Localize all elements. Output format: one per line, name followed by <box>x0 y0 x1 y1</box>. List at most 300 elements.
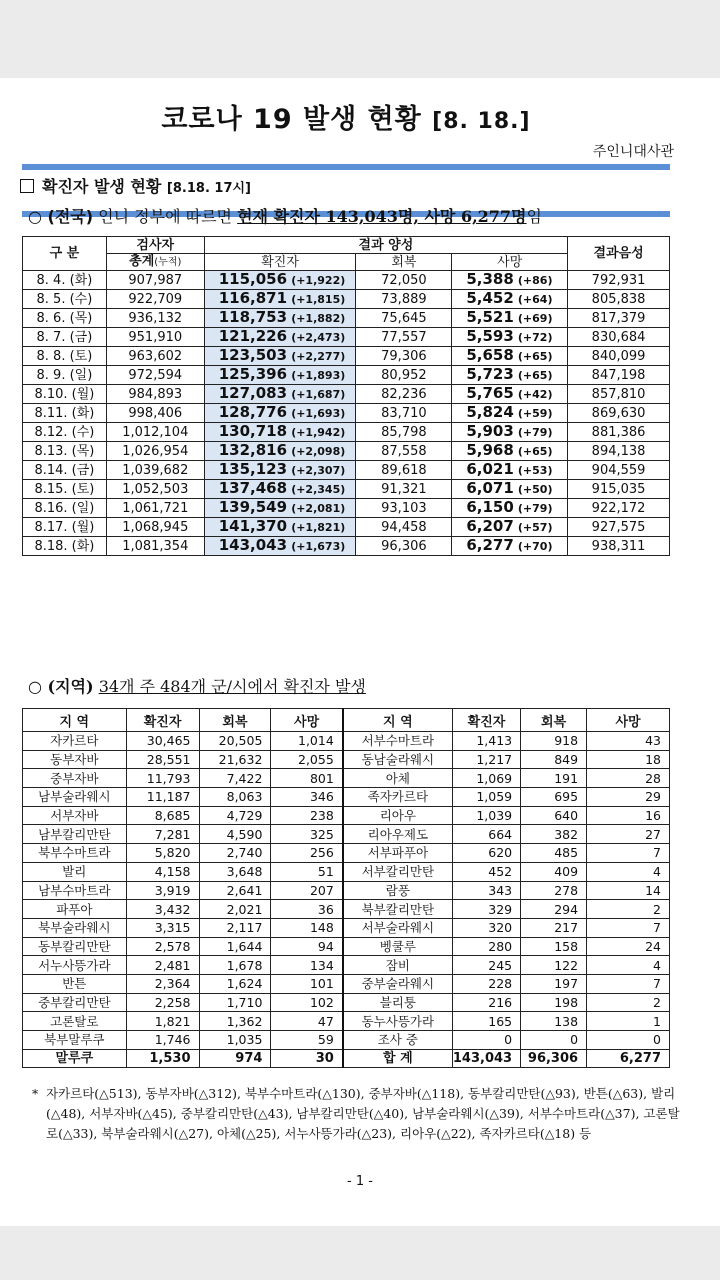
confirmed-value: 121,226 <box>218 327 288 345</box>
region-value: 7 <box>587 844 670 863</box>
region-name: 동누사뜽가라 <box>343 1012 453 1031</box>
row-recovered: 82,236 <box>356 385 452 404</box>
region-name: 벵쿨루 <box>343 937 453 956</box>
confirmed-value: 141,370 <box>218 517 288 535</box>
table-row <box>23 1049 670 1068</box>
region-value: 43 <box>587 732 670 751</box>
death-value: 6,150 <box>466 498 514 516</box>
header-result: 결과 양성 <box>204 237 567 254</box>
death-value: 5,723 <box>466 365 514 383</box>
row-tested: 972,594 <box>106 366 204 385</box>
confirmed-increase: (+1,922) <box>291 274 346 287</box>
row-negative: 894,138 <box>568 442 670 461</box>
table-row <box>23 309 670 328</box>
row-confirmed <box>204 461 356 480</box>
death-increase: (+65) <box>517 369 553 382</box>
header-category: 구 분 <box>23 237 107 271</box>
region-value: 801 <box>271 769 343 788</box>
row-tested: 1,061,721 <box>106 499 204 518</box>
table-row <box>23 290 670 309</box>
row-negative: 938,311 <box>568 537 670 556</box>
header-tested-total: 총계 <box>129 254 155 269</box>
row-negative: 840,099 <box>568 347 670 366</box>
region-value: 36 <box>271 900 343 919</box>
region-value: 2,117 <box>199 918 271 937</box>
region-value: 3,315 <box>126 918 199 937</box>
row-death <box>452 290 568 309</box>
region-value: 11,187 <box>126 788 199 807</box>
region-value: 16 <box>587 806 670 825</box>
region-value: 1,644 <box>199 937 271 956</box>
region-value: 1,413 <box>452 732 520 751</box>
death-increase: (+57) <box>517 521 553 534</box>
table-row <box>23 918 670 937</box>
region-value: 2,578 <box>126 937 199 956</box>
death-increase: (+64) <box>517 293 553 306</box>
region-value: 47 <box>271 1012 343 1031</box>
death-increase: (+50) <box>517 483 553 496</box>
row-confirmed <box>204 442 356 461</box>
region-value: 2,021 <box>199 900 271 919</box>
region-name: 아체 <box>343 769 453 788</box>
table-row <box>23 732 670 751</box>
table-row <box>23 881 670 900</box>
region-name: 북부술라웨시 <box>23 918 127 937</box>
confirmed-increase: (+2,473) <box>291 331 346 344</box>
row-recovered: 93,103 <box>356 499 452 518</box>
region-value: 2 <box>587 900 670 919</box>
region-value: 6,277 <box>587 1049 670 1068</box>
row-date: 8.16. (일) <box>23 499 107 518</box>
table-row <box>23 328 670 347</box>
header-tested-cumulative: (누적) <box>154 257 182 268</box>
region-value: 918 <box>521 732 587 751</box>
table-row <box>23 844 670 863</box>
death-value: 5,452 <box>466 289 514 307</box>
region-value: 134 <box>271 956 343 975</box>
row-confirmed <box>204 499 356 518</box>
region-value: 158 <box>521 937 587 956</box>
region-value: 238 <box>271 806 343 825</box>
table-row <box>23 461 670 480</box>
region-name: 중부자바 <box>23 769 127 788</box>
checkbox-square-icon <box>20 179 34 193</box>
row-recovered: 87,558 <box>356 442 452 461</box>
row-recovered: 80,952 <box>356 366 452 385</box>
confirmed-value: 118,753 <box>218 308 288 326</box>
table-row <box>23 769 670 788</box>
region-value: 1,035 <box>199 1031 271 1050</box>
region-value: 1 <box>587 1012 670 1031</box>
region-value: 1,069 <box>452 769 520 788</box>
header-negative: 결과음성 <box>568 237 670 271</box>
confirmed-increase: (+1,942) <box>291 426 346 439</box>
region-name: 중부칼리만탄 <box>23 993 127 1012</box>
region-header-4: 지 역 <box>343 709 453 732</box>
title-date: [8. 18.] <box>432 109 531 134</box>
region-value: 143,043 <box>452 1049 520 1068</box>
region-name: 남부술라웨시 <box>23 788 127 807</box>
table-row <box>23 974 670 993</box>
row-recovered: 79,306 <box>356 347 452 366</box>
region-value: 1,710 <box>199 993 271 1012</box>
region-name: 동부칼리만탄 <box>23 937 127 956</box>
header-confirmed: 확진자 <box>204 254 356 271</box>
table-row <box>23 271 670 290</box>
embassy-label: 주인니대사관 <box>592 144 674 160</box>
row-death <box>452 537 568 556</box>
region-value: 51 <box>271 862 343 881</box>
row-recovered: 89,618 <box>356 461 452 480</box>
region-value: 1,624 <box>199 974 271 993</box>
region-name: 북부칼리만탄 <box>343 900 453 919</box>
table-row <box>23 385 670 404</box>
confirmed-increase: (+1,815) <box>291 293 346 306</box>
death-value: 5,388 <box>466 270 514 288</box>
region-value: 452 <box>452 862 520 881</box>
region-value: 974 <box>199 1049 271 1068</box>
region-value: 191 <box>521 769 587 788</box>
row-negative: 817,379 <box>568 309 670 328</box>
row-recovered: 72,050 <box>356 271 452 290</box>
table-row <box>23 347 670 366</box>
region-value: 4,158 <box>126 862 199 881</box>
row-recovered: 96,306 <box>356 537 452 556</box>
section-label: 확진자 발생 현황 <box>42 177 162 196</box>
region-value: 217 <box>521 918 587 937</box>
region-value: 329 <box>452 900 520 919</box>
death-increase: (+86) <box>517 274 553 287</box>
region-value: 1,039 <box>452 806 520 825</box>
confirmed-increase: (+1,673) <box>291 540 346 553</box>
region-name: 남부수마트라 <box>23 881 127 900</box>
region-name: 서부파푸아 <box>343 844 453 863</box>
region-value: 14 <box>587 881 670 900</box>
row-tested: 922,709 <box>106 290 204 309</box>
region-value: 1,059 <box>452 788 520 807</box>
row-recovered: 75,645 <box>356 309 452 328</box>
row-death <box>452 480 568 499</box>
region-value: 3,648 <box>199 862 271 881</box>
region-value: 7,281 <box>126 825 199 844</box>
row-date: 8. 4. (화) <box>23 271 107 290</box>
row-date: 8. 7. (금) <box>23 328 107 347</box>
section-heading <box>20 174 251 197</box>
region-table <box>22 708 670 1068</box>
region-text: 34개 주 484개 군/시에서 확진자 발생 <box>98 677 366 696</box>
table-row <box>23 1031 670 1050</box>
region-name: 블리퉁 <box>343 993 453 1012</box>
region-value: 28 <box>587 769 670 788</box>
region-value: 165 <box>452 1012 520 1031</box>
region-value: 382 <box>521 825 587 844</box>
region-value: 30 <box>271 1049 343 1068</box>
confirmed-increase: (+2,098) <box>291 445 346 458</box>
row-tested: 984,893 <box>106 385 204 404</box>
table-row <box>23 499 670 518</box>
region-value: 216 <box>452 993 520 1012</box>
region-name: 족자카르타 <box>343 788 453 807</box>
section-date: [8.18. 17시] <box>166 181 251 196</box>
region-value: 4 <box>587 956 670 975</box>
region-value: 21,632 <box>199 750 271 769</box>
region-value: 101 <box>271 974 343 993</box>
row-negative: 904,559 <box>568 461 670 480</box>
region-name: 리아우 <box>343 806 453 825</box>
region-value: 0 <box>452 1031 520 1050</box>
region-value: 343 <box>452 881 520 900</box>
header-tested-sub <box>106 254 204 271</box>
confirmed-increase: (+2,081) <box>291 502 346 515</box>
header-recovered: 회복 <box>356 254 452 271</box>
region-value: 2,364 <box>126 974 199 993</box>
death-increase: (+42) <box>517 388 553 401</box>
row-confirmed <box>204 328 356 347</box>
row-negative: 805,838 <box>568 290 670 309</box>
region-value: 7 <box>587 974 670 993</box>
region-value: 320 <box>452 918 520 937</box>
region-value: 29 <box>587 788 670 807</box>
region-name: 서누사뜽가라 <box>23 956 127 975</box>
confirmed-increase: (+1,893) <box>291 369 346 382</box>
row-negative: 857,810 <box>568 385 670 404</box>
death-increase: (+59) <box>517 407 553 420</box>
national-table <box>22 236 670 556</box>
row-confirmed <box>204 290 356 309</box>
region-header-2: 회복 <box>199 709 271 732</box>
row-date: 8.10. (월) <box>23 385 107 404</box>
region-value: 256 <box>271 844 343 863</box>
row-negative: 869,630 <box>568 404 670 423</box>
region-value: 1,530 <box>126 1049 199 1068</box>
death-increase: (+72) <box>517 331 553 344</box>
region-value: 1,821 <box>126 1012 199 1031</box>
row-negative: 922,172 <box>568 499 670 518</box>
death-increase: (+65) <box>517 350 553 363</box>
footnote-star: * <box>32 1086 39 1101</box>
row-date: 8.14. (금) <box>23 461 107 480</box>
region-value: 485 <box>521 844 587 863</box>
region-value: 207 <box>271 881 343 900</box>
death-value: 6,207 <box>466 517 514 535</box>
death-value: 6,071 <box>466 479 514 497</box>
row-date: 8. 8. (토) <box>23 347 107 366</box>
table-row <box>23 900 670 919</box>
row-confirmed <box>204 423 356 442</box>
row-tested: 951,910 <box>106 328 204 347</box>
region-value: 4,729 <box>199 806 271 825</box>
region-value: 7 <box>587 918 670 937</box>
confirmed-increase: (+1,693) <box>291 407 346 420</box>
region-value: 2,481 <box>126 956 199 975</box>
row-recovered: 94,458 <box>356 518 452 537</box>
confirmed-increase: (+1,821) <box>291 521 346 534</box>
row-confirmed <box>204 518 356 537</box>
row-tested: 1,052,503 <box>106 480 204 499</box>
confirmed-increase: (+1,687) <box>291 388 346 401</box>
row-recovered: 73,889 <box>356 290 452 309</box>
row-death <box>452 423 568 442</box>
region-name: 남부칼리만탄 <box>23 825 127 844</box>
row-tested: 1,026,954 <box>106 442 204 461</box>
region-value: 2,258 <box>126 993 199 1012</box>
table-row <box>23 1012 670 1031</box>
row-date: 8.13. (목) <box>23 442 107 461</box>
region-value: 0 <box>587 1031 670 1050</box>
region-value: 30,465 <box>126 732 199 751</box>
region-value: 2,740 <box>199 844 271 863</box>
region-name: 중부술라웨시 <box>343 974 453 993</box>
confirmed-value: 115,056 <box>218 270 288 288</box>
header-death: 사망 <box>452 254 568 271</box>
region-name: 서부자바 <box>23 806 127 825</box>
death-value: 5,593 <box>466 327 514 345</box>
row-death <box>452 404 568 423</box>
confirmed-increase: (+1,882) <box>291 312 346 325</box>
row-negative: 915,035 <box>568 480 670 499</box>
death-value: 5,765 <box>466 384 514 402</box>
region-value: 664 <box>452 825 520 844</box>
region-value: 1,362 <box>199 1012 271 1031</box>
row-recovered: 85,798 <box>356 423 452 442</box>
confirmed-value: 130,718 <box>218 422 288 440</box>
table-row <box>23 806 670 825</box>
region-value: 8,685 <box>126 806 199 825</box>
region-value: 138 <box>521 1012 587 1031</box>
table-row <box>23 537 670 556</box>
row-negative: 847,198 <box>568 366 670 385</box>
region-name: 합 계 <box>343 1049 453 1068</box>
row-tested: 1,039,682 <box>106 461 204 480</box>
confirmed-increase: (+2,277) <box>291 350 346 363</box>
region-name: 자카르타 <box>23 732 127 751</box>
row-confirmed <box>204 309 356 328</box>
region-name: 고론탈로 <box>23 1012 127 1031</box>
row-death <box>452 518 568 537</box>
region-value: 294 <box>521 900 587 919</box>
row-death <box>452 309 568 328</box>
death-value: 5,658 <box>466 346 514 364</box>
region-value: 96,306 <box>521 1049 587 1068</box>
death-value: 5,521 <box>466 308 514 326</box>
table-row <box>23 442 670 461</box>
region-value: 2,055 <box>271 750 343 769</box>
region-value: 245 <box>452 956 520 975</box>
region-value: 278 <box>521 881 587 900</box>
region-header-7: 사망 <box>587 709 670 732</box>
header-tested: 검사자 <box>106 237 204 254</box>
region-value: 2 <box>587 993 670 1012</box>
row-confirmed <box>204 271 356 290</box>
title-main: 코로나 19 발생 현황 <box>161 104 422 135</box>
region-value: 3,432 <box>126 900 199 919</box>
row-negative: 792,931 <box>568 271 670 290</box>
row-confirmed <box>204 366 356 385</box>
confirmed-value: 135,123 <box>218 460 288 478</box>
table-row <box>23 518 670 537</box>
page-title <box>22 97 670 136</box>
region-header-6: 회복 <box>521 709 587 732</box>
region-value: 1,014 <box>271 732 343 751</box>
region-name: 람풍 <box>343 881 453 900</box>
death-increase: (+53) <box>517 464 553 477</box>
footnote <box>32 1084 682 1144</box>
row-recovered: 83,710 <box>356 404 452 423</box>
confirmed-value: 139,549 <box>218 498 288 516</box>
row-recovered: 91,321 <box>356 480 452 499</box>
row-tested: 936,132 <box>106 309 204 328</box>
region-name: 북부수마트라 <box>23 844 127 863</box>
confirmed-value: 116,871 <box>218 289 288 307</box>
death-value: 5,903 <box>466 422 514 440</box>
region-value: 2,641 <box>199 881 271 900</box>
region-name: 말루쿠 <box>23 1049 127 1068</box>
row-confirmed <box>204 347 356 366</box>
region-value: 102 <box>271 993 343 1012</box>
row-date: 8. 9. (일) <box>23 366 107 385</box>
confirmed-value: 127,083 <box>218 384 288 402</box>
row-confirmed <box>204 385 356 404</box>
region-name: 서부수마트라 <box>343 732 453 751</box>
death-value: 6,021 <box>466 460 514 478</box>
footnote-text: 자카르타(△513), 동부자바(△312), 북부수마트라(△130), 중부자바(△118), 동부칼리만탄(△93), 반튼(△63), 발리(△48), 서부자바(△45), 중부칼리만탄(△43), 남부칼리만탄(△40), 남부술라웨시(△39), 서부수마트라(△37), 고론탈로(△33), 북부술라웨시(△27), 아체(△25), 서누사뜽가라(△23), 리아우(△22), 족자카르타(△18) 등 <box>46 1086 680 1141</box>
table-row <box>23 862 670 881</box>
table-row <box>23 404 670 423</box>
death-value: 5,968 <box>466 441 514 459</box>
row-confirmed <box>204 480 356 499</box>
region-value: 24 <box>587 937 670 956</box>
row-date: 8.15. (토) <box>23 480 107 499</box>
table-row <box>23 423 670 442</box>
region-value: 409 <box>521 862 587 881</box>
confirmed-value: 125,396 <box>218 365 288 383</box>
region-header-5: 확진자 <box>452 709 520 732</box>
region-value: 640 <box>521 806 587 825</box>
row-tested: 963,602 <box>106 347 204 366</box>
table-row <box>23 750 670 769</box>
region-value: 695 <box>521 788 587 807</box>
region-value: 1,217 <box>452 750 520 769</box>
confirmed-value: 128,776 <box>218 403 288 421</box>
death-increase: (+79) <box>517 426 553 439</box>
region-name: 반튼 <box>23 974 127 993</box>
region-value: 849 <box>521 750 587 769</box>
region-name: 리아우제도 <box>343 825 453 844</box>
confirmed-value: 123,503 <box>218 346 288 364</box>
confirmed-value: 132,816 <box>218 441 288 459</box>
table-row <box>23 366 670 385</box>
region-value: 346 <box>271 788 343 807</box>
table-row <box>23 825 670 844</box>
region-value: 11,793 <box>126 769 199 788</box>
row-death <box>452 461 568 480</box>
row-date: 8.11. (화) <box>23 404 107 423</box>
row-date: 8. 6. (목) <box>23 309 107 328</box>
row-date: 8.12. (수) <box>23 423 107 442</box>
region-header-1: 확진자 <box>126 709 199 732</box>
death-increase: (+69) <box>517 312 553 325</box>
death-value: 5,824 <box>466 403 514 421</box>
row-death <box>452 442 568 461</box>
row-death <box>452 366 568 385</box>
region-value: 27 <box>587 825 670 844</box>
region-name: 잠비 <box>343 956 453 975</box>
region-name: 발리 <box>23 862 127 881</box>
national-text: 인니 정부에 따르면 <box>93 207 238 226</box>
region-name: 북부말루쿠 <box>23 1031 127 1050</box>
region-value: 198 <box>521 993 587 1012</box>
title-bar-top <box>22 164 670 170</box>
